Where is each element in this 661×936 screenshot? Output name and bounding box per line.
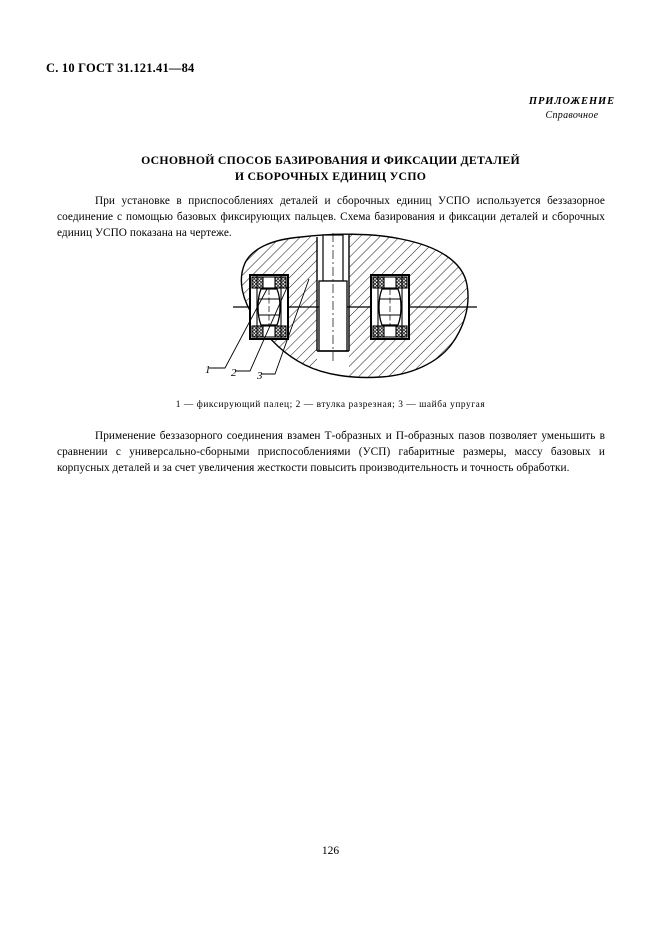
page-title-line-1: ОСНОВНОЙ СПОСОБ БАЗИРОВАНИЯ И ФИКСАЦИИ ДЕТАЛЕЙ xyxy=(141,153,520,167)
left-bushing-assembly xyxy=(250,275,288,339)
running-header: С. 10 ГОСТ 31.121.41—84 xyxy=(46,61,195,75)
technical-drawing xyxy=(205,233,495,398)
appendix-subtitle: Справочное xyxy=(545,110,599,122)
page-title xyxy=(60,152,601,185)
figure-caption: 1 — фиксирующий палец; 2 — втулка разрезная; 3 — шайба упругая xyxy=(175,400,486,410)
intro-paragraph: При установке в приспособлениях деталей и сборочных единиц УСПО используется беззазорное соединение с помощью базовых фиксирующих пальцев. Схема базирования и фиксации деталей и сборочных единиц УСПО показана на чертеже. xyxy=(57,195,605,240)
page-title-line-2: И СБОРОЧНЫХ ЕДИНИЦ УСПО xyxy=(234,169,427,184)
appendix-block xyxy=(529,95,615,123)
body-section xyxy=(205,233,495,398)
callout-1-number: 1 xyxy=(205,364,211,376)
callout-2-number: 2 xyxy=(231,367,237,379)
callout-3-number: 3 xyxy=(257,370,263,382)
appendix-title: ПРИЛОЖЕНИЕ xyxy=(528,96,615,107)
right-bushing-assembly xyxy=(371,275,409,339)
page-number: 126 xyxy=(321,845,340,857)
conclusion-paragraph: Применение беззазорного соединения взамен Т-образных и П-образных пазов позволяет уменьшить в сравнении с универсально-сборными приспособлениями (УСП) габаритные размеры, массу базовых и корпусных деталей и за счет увеличения жесткости повысить производительность и точность обработки. xyxy=(57,430,605,475)
